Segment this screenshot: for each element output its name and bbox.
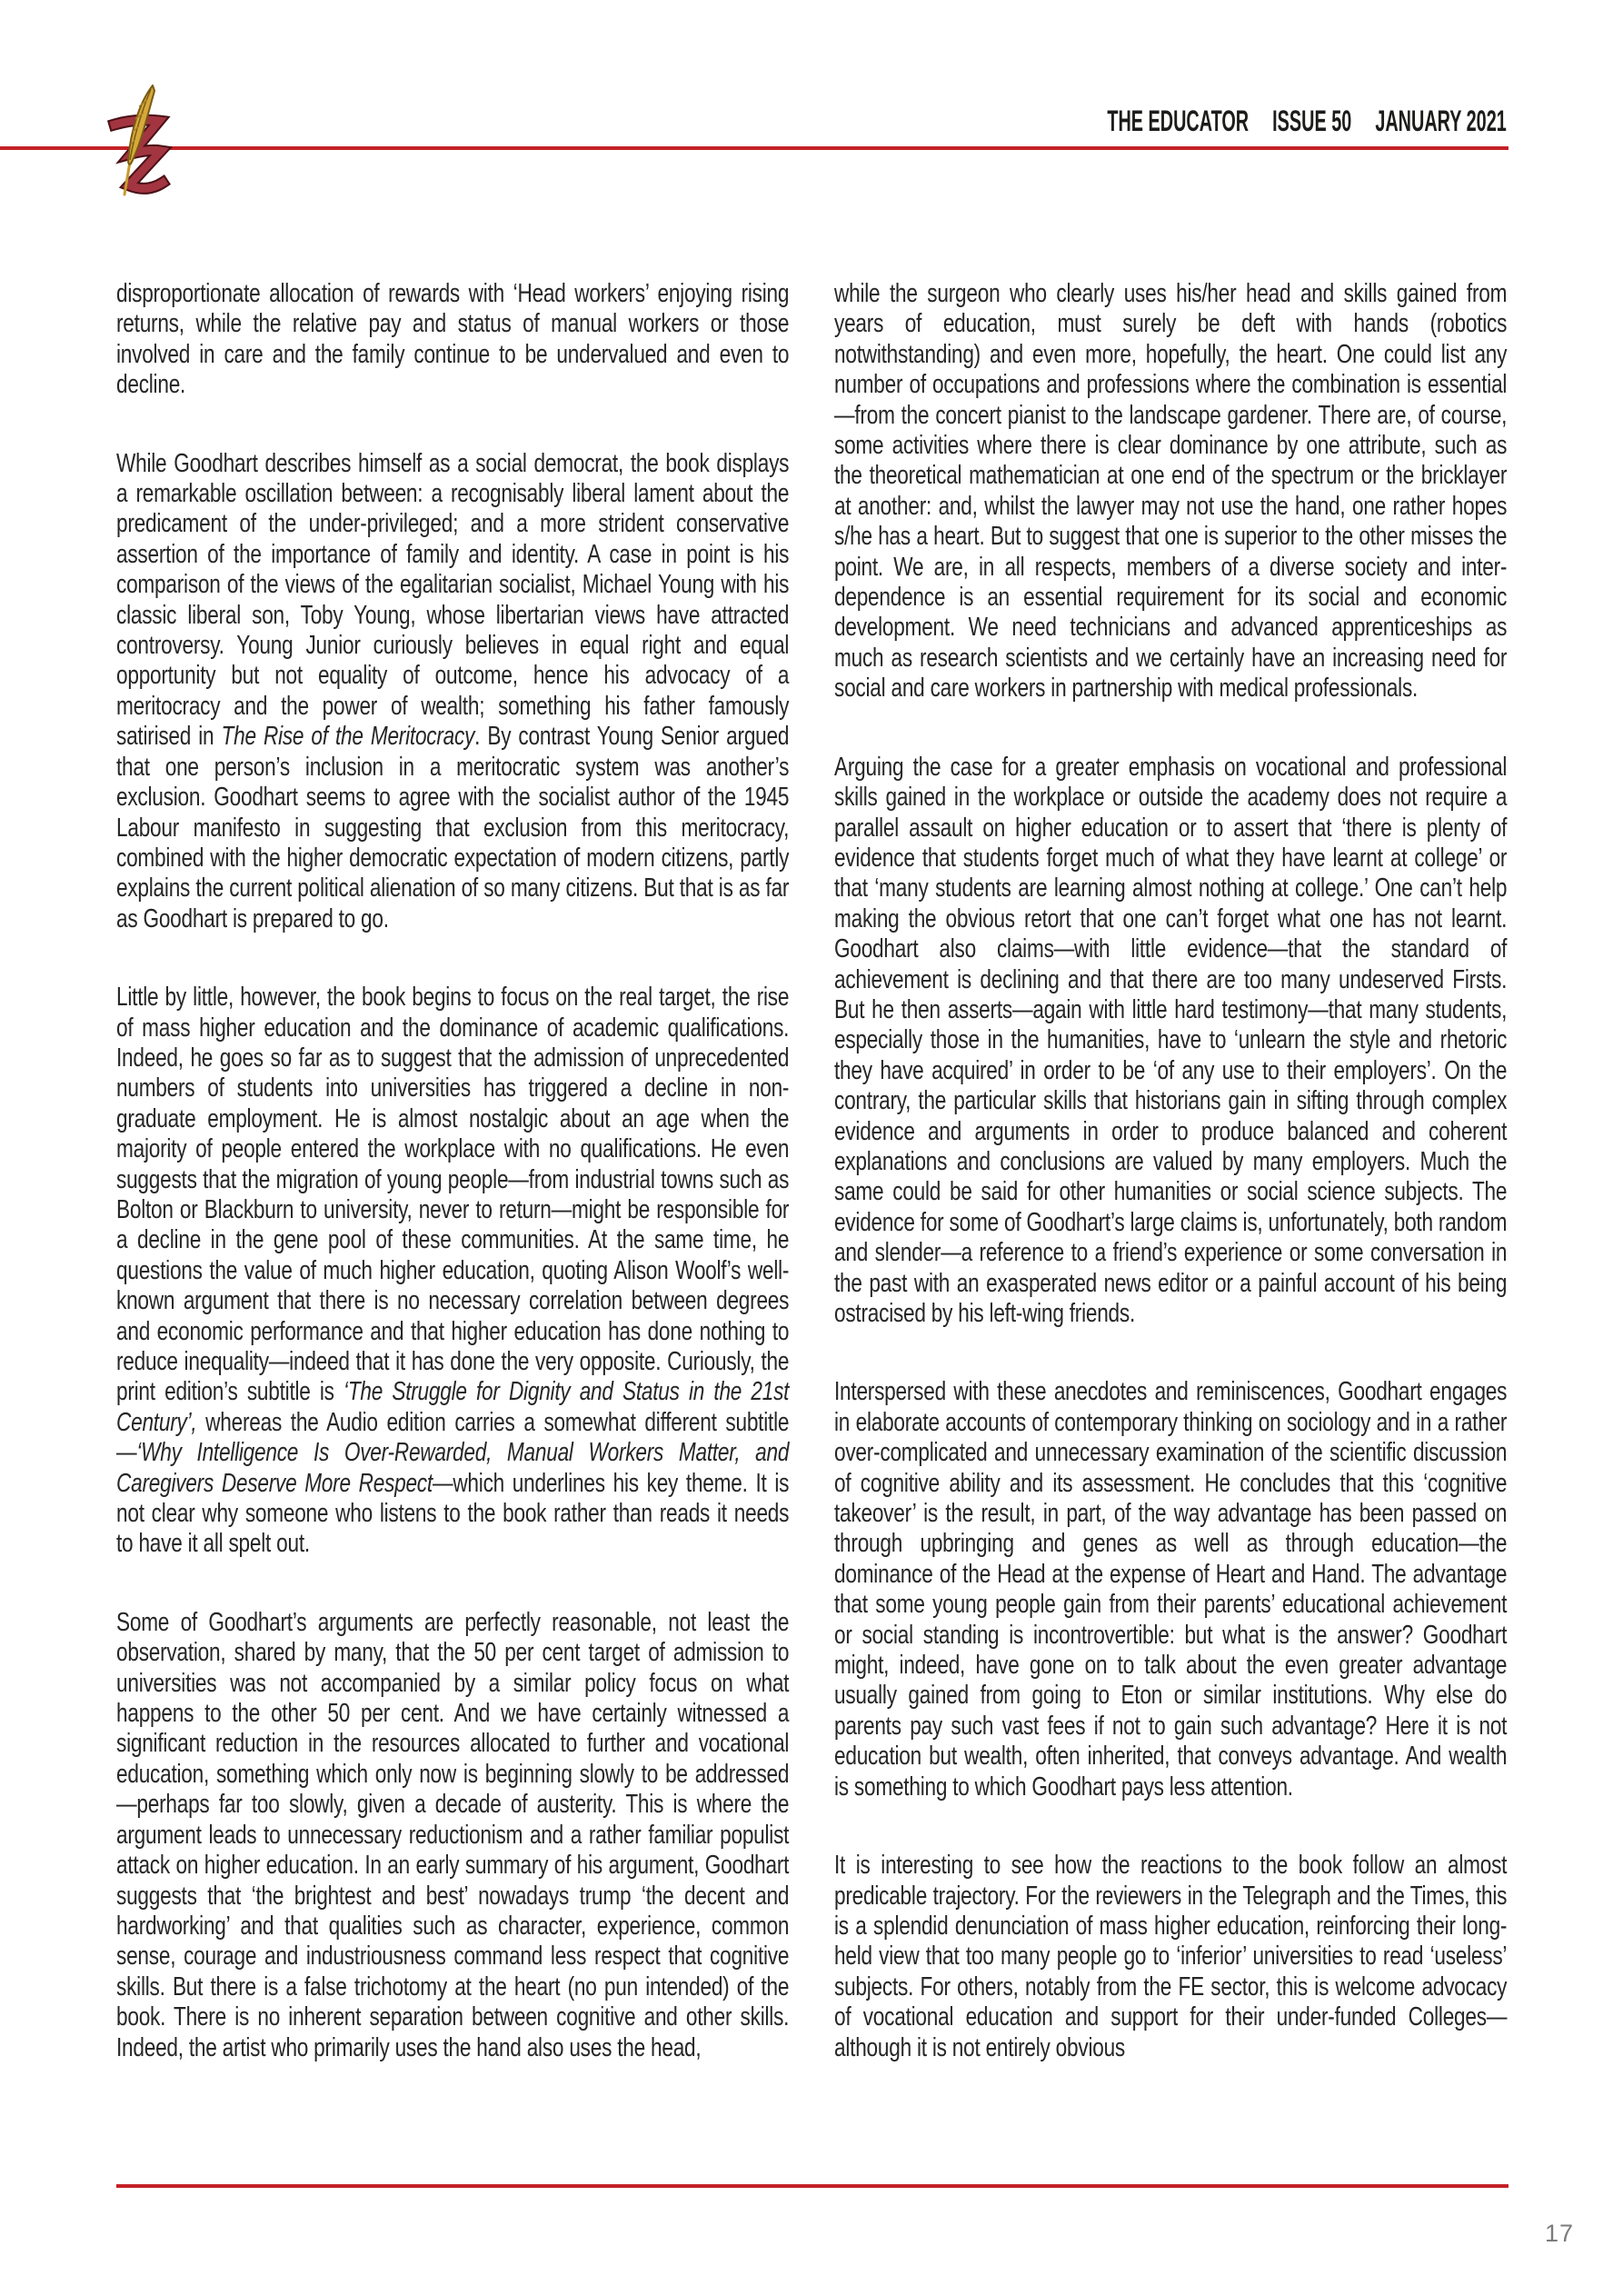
issue-date: JANUARY 2021 [1375,105,1507,137]
body-text: While Goodhart describes himself as a social democrat, the book displays a remarkable oscillation between: a recognisably liberal lament about the predicament of the under-privileged; and a more strident conservative assertion of the importance of family and identity. A case in point is his comparison of the views of the egalitarian socialist, Michael Young with his classic liberal son, Toby Young, whose libertarian views have attracted controversy. Young Junior curiously believes in equal right and equal opportunity but not equality of outcome, hence his advocacy of a meritocracy and the power of wealth; something his father famously satirised in [116,448,790,752]
body-text: disproportionate allocation of rewards with ‘Head workers’ enjoying rising returns, while the relative pay and status of manual workers or those involved in care and the family continue to be undervalued and even to decline. [116,279,790,400]
issue-label: ISSUE 50 [1272,105,1352,137]
body-text: —which underlines his key theme. It is not clear why someone who listens to the book rather than reads it needs to have it all spelt out. [116,1468,790,1559]
footer-rule [116,2184,1508,2188]
paragraph [116,279,789,401]
body-text: Arguing the case for a greater emphasis on vocational and professional skills gained in the workplace or outside the academy does not require a parallel assault on higher education or to assert that ‘there is plenty of evidence that students forget much of what they have learnt at college’ or that ‘many students are learning almost nothing at college.’ One can’t help making the obvious retort that one can’t forget what one has not learnt. Goodhart also claims—with little evidence—that the standard of achievement is declining and that there are too many undeserved Firsts. But he then asserts—again with little hard testimony—that many students, especially those in the humanities, have to ‘unlearn the style and rhetoric they have acquired’ in order to be ‘of any use to their employers’. On the contrary, the particular skills that historians gain in sifting through complex evidence and arguments in order to produce balanced and coherent explanations and conclusions are valued by many employers. Much the same could be said for other humanities or social science subjects. The evidence for some of Goodhart’s large claims is, unfortunately, both random and slender—a reference to a friend’s experience or some conversation in the past with an exasperated news editor or a painful account of his being ostracised by his left-wing friends. [834,752,1508,1328]
book-subtitle-italic: ‘Why Intelligence Is Over-Rewarded, Manual Workers Matter, and Caregivers Deserve More Respect [116,1438,790,1498]
left-column [116,279,789,2063]
masthead [1108,105,1507,136]
body-text: Some of Goodhart’s arguments are perfectly reasonable, not least the observation, shared by many, that the 50 per cent target of admission to universities was not accompanied by a similar policy focus on what happens to the other 50 per cent. And we have certainly witnessed a significant reduction in the resources allocated to further and vocational education, something which only now is beginning slowly to be addressed—perhaps far too slowly, given a decade of austerity. This is where the argument leads to unnecessary reductionism and a rather familiar populist attack on higher education. In an early summary of his argument, Goodhart suggests that ‘the brightest and best’ nowadays trump ‘the decent and hardworking’ and that qualities such as character, experience, common sense, courage and industriousness command less respect that cognitive skills. But there is a false trichotomy at the heart (no pun intended) of the book. There is no inherent separation between cognitive and other skills. Indeed, the artist who primarily uses the hand also uses the head, [116,1607,790,2062]
magazine-logo [105,82,174,200]
body-text: whereas the Audio edition carries a somewhat different subtitle— [116,1407,790,1468]
paragraph [834,1851,1507,2063]
body-text: Little by little, however, the book begins to focus on the real target, the rise of mass higher education and the dominance of academic qualifications. Indeed, he goes so far as to suggest that the admission of unprecedented numbers of students into universities has triggered a decline in non-graduate employment. He is almost nostalgic about an age when the majority of people entered the workplace with no qualifications. He even suggests that the migration of young people—from industrial towns such as Bolton or Blackburn to university, never to return—might be responsible for a decline in the gene pool of these communities. At the same time, he questions the value of much higher education, quoting Alison Woolf’s well-known argument that there is no necessary correlation between degrees and economic performance and that higher education has done nothing to reduce inequality—indeed that it has done the very opposite. Curiously, the print edition’s subtitle is [116,983,790,1407]
paragraph [116,983,789,1560]
paragraph [834,753,1507,1330]
right-column [834,279,1507,2063]
paragraph [116,449,789,935]
book-subtitle-italic: ‘The Struggle for Dignity and Status in the 21st Century’, [116,1377,790,1437]
body-text: It is interesting to see how the reactions to the book follow an almost predicable trajectory. For the reviewers in the Telegraph and the Times, this is a splendid denunciation of mass higher education, reinforcing their long-held view that too many people go to ‘inferior’ universities to read ‘useless’ subjects. For others, notably from the FE sector, this is welcome advocacy of vocational education and support for their under-funded Colleges—although it is not entirely obvious [834,1851,1508,2062]
body-text: Interspersed with these anecdotes and reminiscences, Goodhart engages in elaborate accounts of contemporary thinking on sociology and in a rather over-complicated and unnecessary examination of the scientific discussion of cognitive ability and its assessment. He concludes that this ‘cognitive takeover’ is the result, in part, of the way advantage has been passed on through upbringing and genes as well as through education—the dominance of the Head at the expense of Heart and Hand. The advantage that some young people gain from their parents’ educational achievement or social standing is incontrovertible: but what is the answer? Goodhart might, indeed, have gone on to talk about the even greater advantage usually gained from going to Eton or similar institutions. Why else do parents pay such vast fees if not to gain such advantage? Here it is not education but wealth, often inherited, that conveys advantage. And wealth is something to which Goodhart pays less attention. [834,1377,1508,1802]
paragraph [834,1377,1507,1802]
magazine-title: THE EDUCATOR [1107,105,1250,137]
book-subtitle-italic: The Rise of the Meritocracy [221,722,475,752]
page-number: 17 [1545,2220,1575,2247]
paragraph [116,1608,789,2063]
paragraph [834,279,1507,704]
body-text: while the surgeon who clearly uses his/her head and skills gained from years of education, must surely be deft with hands (robotics notwithstanding) and even more, hopefully, the heart. One could list any number of occupations and professions where the combination is essential—from the concert pianist to the landscape gardener. There are, of course, some activities where there is clear dominance by one attribute, such as the theoretical mathematician at one end of the spectrum or the bricklayer at another: and, whilst the lawyer may not use the hand, one rather hopes s/he has a heart. But to suggest that one is superior to the other misses the point. We are, in all respects, members of a diverse society and inter-dependence is an essential requirement for its social and economic development. We need technicians and advanced apprenticeships as much as research scientists and we certainly have an increasing need for social and care workers in partnership with medical professionals. [834,279,1508,704]
header-rule [0,146,1508,150]
body-text: . By contrast Young Senior argued that one person’s inclusion in a meritocratic system was another’s exclusion. Goodhart seems to agree with the socialist author of the 1945 Labour manifesto in suggesting that exclusion from this meritocracy, combined with the higher democratic expectation of modern citizens, partly explains the current political alienation of so many citizens. But that is as far as Goodhart is prepared to go. [116,722,790,933]
